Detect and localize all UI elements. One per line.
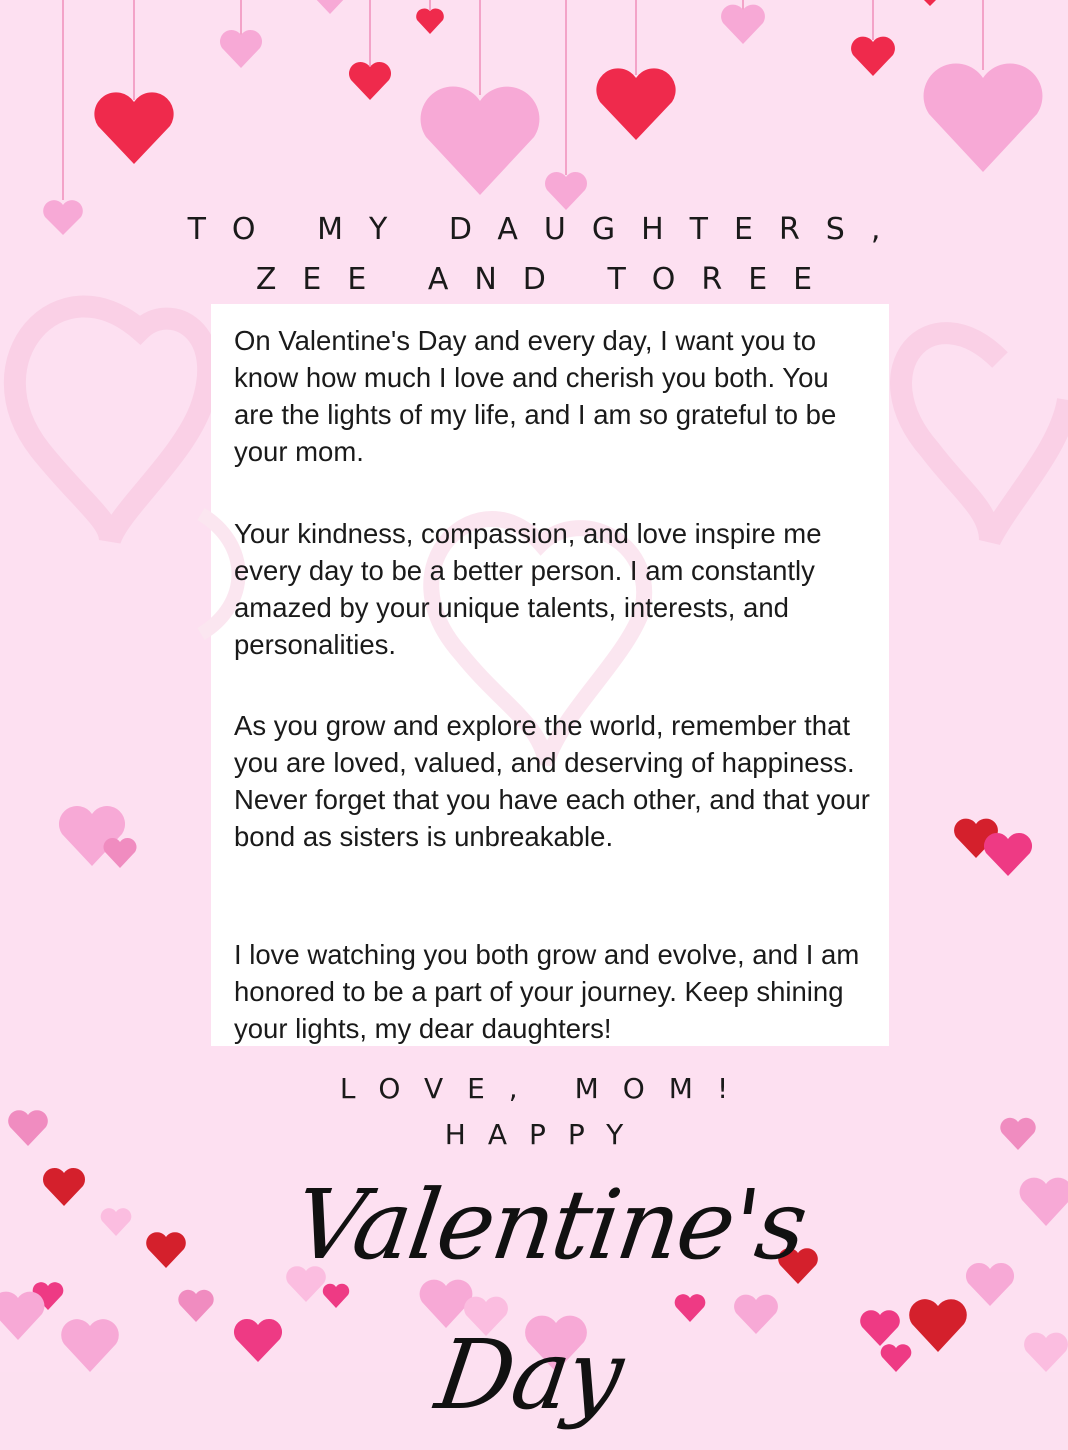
heart-icon	[860, 1310, 900, 1346]
valentines-day-script-title: Valentine's Day	[287, 1169, 813, 1431]
heart-icon	[909, 1299, 967, 1352]
heart-icon	[966, 1263, 1014, 1306]
signoff: LOVE, MOM!	[339, 1072, 753, 1105]
letter-paragraph: Your kindness, compassion, and love inspire me every day to be a better person. I am constantly amazed by your unique talents, interests, and personalities.	[234, 518, 822, 660]
heart-icon	[1020, 1178, 1068, 1226]
heart-icon	[8, 1110, 48, 1146]
heart-icon	[1024, 1333, 1068, 1372]
greeting-line-1: TO MY DAUGHTERS,	[187, 212, 907, 247]
heart-icon	[734, 1295, 778, 1334]
letter-paragraph: As you grow and explore the world, remember that you are loved, valued, and deserving of happiness. Never forget that you have each other, and that your bond as sisters is unbreakable.	[234, 710, 870, 852]
heart-icon	[234, 1319, 282, 1362]
letter-paragraph: I love watching you both grow and evolve, and I am honored to be a part of your journey. Keep shining your lights, my dear daughters!	[234, 939, 860, 1044]
heart-icon	[881, 1344, 912, 1372]
happy-label: HAPPY	[444, 1118, 646, 1151]
heart-icon	[101, 1208, 132, 1236]
heart-icon	[1000, 1118, 1035, 1150]
greeting-line-2: ZEE AND TOREE	[255, 262, 839, 297]
heart-icon	[0, 1292, 44, 1340]
heart-icon	[146, 1232, 186, 1268]
heart-icon	[178, 1290, 213, 1322]
letter-paragraph: On Valentine's Day and every day, I want you to know how much I love and cherish you both. You are the lights of my life, and I am so grateful to be your mom.	[234, 325, 837, 467]
heart-icon	[61, 1319, 119, 1372]
heart-icon	[43, 1168, 85, 1206]
